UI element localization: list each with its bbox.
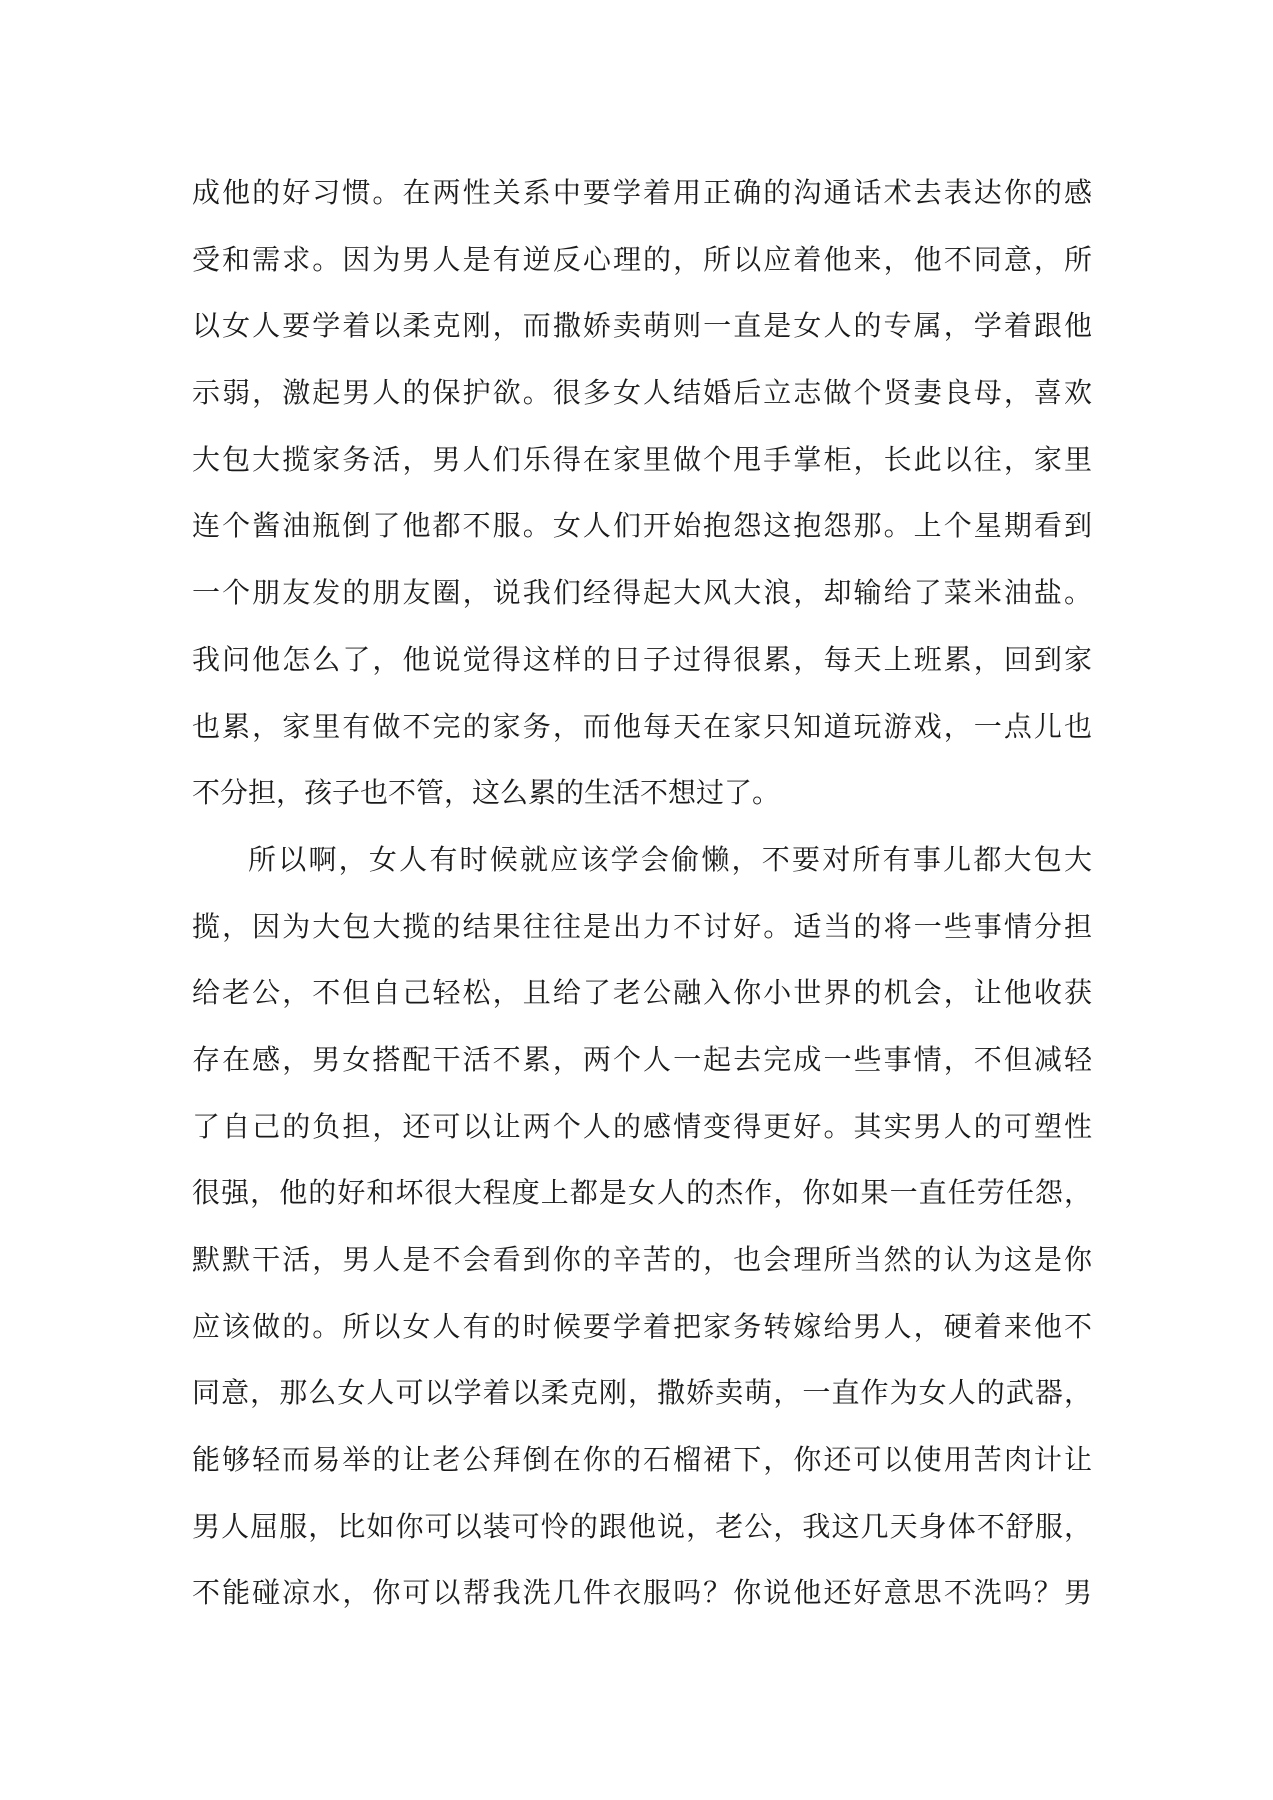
text-line: 能够轻而易举的让老公拜倒在你的石榴裙下，你还可以使用苦肉计让 [192,1443,1092,1477]
text-line: 了自己的负担，还可以让两个人的感情变得更好。其实男人的可塑性 [192,1109,1092,1143]
body-text [192,160,1092,1627]
text-line: 揽，因为大包大揽的结果往往是出力不讨好。适当的将一些事情分担 [192,909,1092,943]
text-line: 给老公，不但自己轻松，且给了老公融入你小世界的机会，让他收获 [192,976,1092,1010]
text-line: 很强，他的好和坏很大程度上都是女人的杰作，你如果一直任劳任怨， [192,1176,1092,1210]
text-line: 一个朋友发的朋友圈，说我们经得起大风大浪，却输给了菜米油盐。 [192,576,1092,610]
text-line: 男人屈服，比如你可以装可怜的跟他说，老公，我这几天身体不舒服， [192,1509,1092,1543]
text-line: 同意，那么女人可以学着以柔克刚，撒娇卖萌，一直作为女人的武器， [192,1376,1092,1410]
text-line: 以女人要学着以柔克刚，而撒娇卖萌则一直是女人的专属，学着跟他 [192,309,1092,343]
text-line: 存在感，男女搭配干活不累，两个人一起去完成一些事情，不但减轻 [192,1042,1092,1076]
text-line: 我问他怎么了，他说觉得这样的日子过得很累，每天上班累，回到家 [192,642,1092,676]
text-line: 也累，家里有做不完的家务，而他每天在家只知道玩游戏，一点儿也 [192,709,1092,743]
text-line: 不分担，孩子也不管，这么累的生活不想过了。 [192,776,781,810]
text-line: 示弱，激起男人的保护欲。很多女人结婚后立志做个贤妻良母，喜欢 [192,376,1092,410]
text-line: 不能碰凉水，你可以帮我洗几件衣服吗？你说他还好意思不洗吗？男 [192,1576,1092,1610]
text-line: 连个酱油瓶倒了他都不服。女人们开始抱怨这抱怨那。上个星期看到 [192,509,1092,543]
text-line: 大包大揽家务活，男人们乐得在家里做个甩手掌柜，长此以往，家里 [192,442,1092,476]
text-line: 应该做的。所以女人有的时候要学着把家务转嫁给男人，硬着来他不 [192,1309,1092,1343]
paragraph-first-line: 所以啊，女人有时候就应该学会偷懒，不要对所有事儿都大包大 [248,842,1092,876]
text-line: 受和需求。因为男人是有逆反心理的，所以应着他来，他不同意，所 [192,242,1092,276]
text-line: 成他的好习惯。在两性关系中要学着用正确的沟通话术去表达你的感 [192,176,1092,209]
text-line: 默默干活，男人是不会看到你的辛苦的，也会理所当然的认为这是你 [192,1243,1092,1276]
